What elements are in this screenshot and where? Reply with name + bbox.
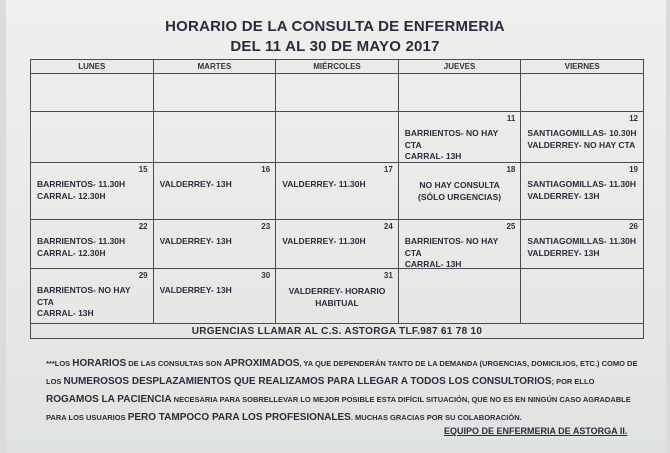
day-number: 24 (383, 222, 393, 231)
day-cell (521, 269, 644, 324)
weekday-header: LUNES (31, 60, 154, 74)
day-cell (276, 163, 399, 220)
day-cell (153, 74, 276, 112)
cell-schedule-text: BARRIENTOS- NO HAY CTA CARRAL- 13H (404, 128, 499, 161)
day-cell (153, 220, 276, 269)
day-cell (31, 163, 154, 220)
day-number: 19 (629, 165, 638, 174)
footer-row (31, 324, 644, 339)
note-emphasis: APROXIMADOS (223, 358, 300, 369)
note-text: , YA QUE DEPENDERÁN TANTO DE LA DEMANDA (URGENCIAS, DOMICILIOS, ETC.) COMO DE LOS (46, 359, 638, 386)
cell-schedule-text: SANTIAGOMILLAS- 10.30H VALDERREY- NO HAY CTA (527, 128, 637, 150)
document-date-range: DEL 11 AL 30 DE MAYO 2017 (230, 38, 440, 55)
schedule-table (30, 59, 644, 339)
day-cell (276, 269, 399, 324)
day-number: 25 (506, 222, 516, 231)
day-cell (276, 74, 399, 112)
day-cell (398, 220, 521, 269)
week-row (31, 220, 644, 269)
week-row (31, 74, 644, 112)
day-number: 18 (506, 165, 516, 174)
day-cell (398, 74, 521, 112)
day-cell (398, 269, 521, 324)
weekday-header: MIÉRCOLES (276, 60, 399, 74)
day-number: 22 (138, 222, 148, 231)
week-row (31, 269, 644, 324)
cell-schedule-text: SANTIAGOMILLAS- 11.30H VALDERREY- 13H (527, 179, 637, 201)
week-row (31, 112, 644, 163)
day-cell (398, 163, 521, 220)
day-number: 31 (383, 271, 393, 280)
weekday-header: MARTES (153, 60, 276, 74)
note-text: ; POR ELLO (551, 377, 595, 386)
cell-schedule-text: VALDERREY- 13H (159, 179, 232, 189)
day-cell (153, 269, 276, 324)
day-cell (153, 163, 276, 220)
day-cell (521, 74, 644, 112)
week-row (31, 163, 644, 220)
cell-schedule-text: VALDERREY- 13H (159, 236, 232, 246)
day-number: 11 (506, 114, 516, 123)
day-number: 30 (261, 271, 271, 280)
note-emphasis: PACIENCIA (117, 394, 172, 405)
day-cell (521, 163, 644, 220)
day-cell (398, 112, 521, 163)
note-emphasis: PERO TAMPOCO PARA LOS PROFESIONALES (127, 412, 351, 423)
cell-schedule-text: VALDERREY- 11.30H (282, 179, 366, 189)
weekday-header: VIERNES (521, 60, 644, 74)
day-number: 29 (138, 271, 148, 280)
note-emphasis: HORARIOS (72, 358, 127, 369)
weekday-header: JUEVES (398, 60, 521, 74)
cell-schedule-text: BARRIENTOS- NO HAY CTA CARRAL- 13H (404, 236, 499, 269)
cell-schedule-text: BARRIENTOS- 11.30H CARRAL- 12.30H (37, 236, 126, 258)
note-emphasis: ROGAMOS LA (46, 394, 118, 405)
day-cell (31, 220, 154, 269)
cell-schedule-text: NO HAY CONSULTA (SÓLO URGENCIAS) (418, 180, 502, 202)
note-text: NECESARIA PARA SOBRELLEVAR LO MEJOR POSIBLE ESTA DIFÍCIL SITUACIÓN, QUE NO ES EN NINGÚN CASO AGRADABLE PARA LOS USUARIOS (46, 395, 631, 422)
day-cell (31, 112, 154, 163)
day-cell (153, 112, 276, 163)
cell-schedule-text: VALDERREY- 13H (159, 285, 232, 295)
day-cell (521, 112, 644, 163)
day-number: 26 (629, 222, 638, 231)
note-text: . MUCHAS GRACIAS POR SU COLABORACIÓN. (350, 413, 522, 422)
signature: EQUIPO DE ENFERMERIA DE ASTORGA II. (444, 426, 628, 436)
day-cell (276, 220, 399, 269)
note-text: DE LAS CONSULTAS SON (126, 359, 224, 368)
weekday-header-row (31, 60, 644, 74)
document-title: HORARIO DE LA CONSULTA DE ENFERMERIA (165, 18, 505, 35)
emergency-phone-footer: URGENCIAS LLAMAR AL C.S. ASTORGA TLF.987 61 78 10 (31, 324, 644, 339)
day-cell (276, 112, 399, 163)
day-number: 16 (261, 165, 271, 174)
day-number: 15 (138, 165, 148, 174)
disclaimer-note (46, 355, 646, 427)
note-text: ***LOS (46, 359, 73, 368)
cell-schedule-text: BARRIENTOS- 11.30H CARRAL- 12.30H (37, 179, 126, 201)
day-cell (521, 220, 644, 269)
day-number: 23 (261, 222, 271, 231)
day-number: 17 (383, 165, 393, 174)
cell-schedule-text: BARRIENTOS- NO HAY CTA CARRAL- 13H (37, 285, 131, 318)
day-cell (31, 269, 154, 324)
day-number: 12 (629, 114, 638, 123)
cell-schedule-text: SANTIAGOMILLAS- 11.30H VALDERREY- 13H (527, 236, 637, 258)
note-emphasis: NUMEROSOS DESPLAZAMIENTOS QUE REALIZAMOS PARA LLEGAR A TODOS LOS CONSULTORIOS (63, 376, 552, 387)
day-cell (31, 74, 154, 112)
cell-schedule-text: VALDERREY- 11.30H (282, 236, 366, 246)
cell-schedule-text: VALDERREY- HORARIO HABITUAL (288, 286, 386, 308)
